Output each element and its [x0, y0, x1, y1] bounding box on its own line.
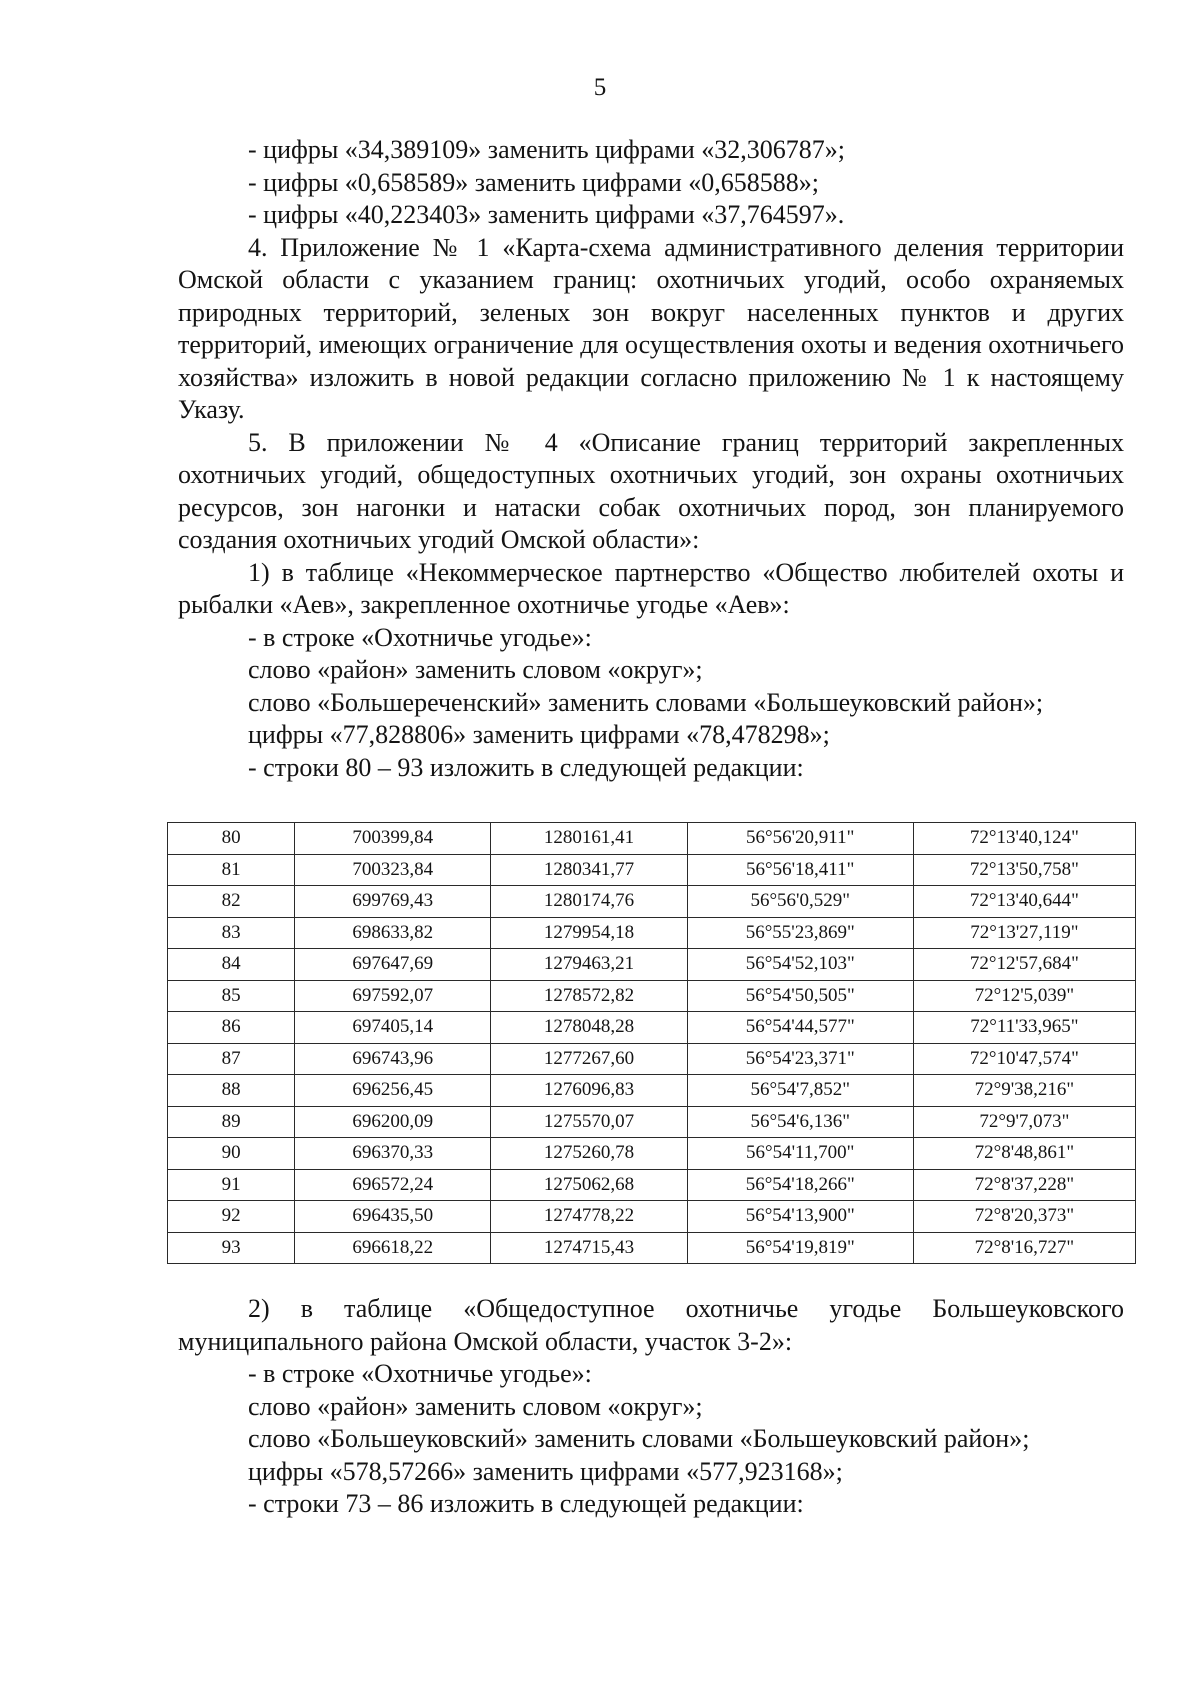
table-row	[168, 949, 1136, 981]
table-cell: 89	[168, 1106, 295, 1138]
table-cell: 88	[168, 1075, 295, 1107]
table-cell: 696618,22	[295, 1232, 491, 1264]
table-cell: 696200,09	[295, 1106, 491, 1138]
table-cell: 1274778,22	[491, 1201, 687, 1233]
table-cell: 72°11'33,965"	[913, 1012, 1135, 1044]
table-cell: 699769,43	[295, 886, 491, 918]
table-row	[168, 886, 1136, 918]
text-line: - цифры «34,389109» заменить цифрами «32,306787»;	[248, 135, 845, 164]
table-row	[168, 917, 1136, 949]
table-row	[168, 980, 1136, 1012]
table-cell: 697592,07	[295, 980, 491, 1012]
text-line: - цифры «0,658589» заменить цифрами «0,658588»;	[248, 167, 819, 197]
text-line: слово «Большереченский» заменить словами «Большеуковский район»;	[248, 687, 1044, 717]
table-cell: 72°9'38,216"	[913, 1075, 1135, 1107]
table-cell: 72°8'48,861"	[913, 1138, 1135, 1170]
table-cell: 700399,84	[295, 823, 491, 855]
table-cell: 81	[168, 854, 295, 886]
table-row	[168, 1075, 1136, 1107]
table-cell: 83	[168, 917, 295, 949]
page-number: 5	[593, 74, 607, 101]
paragraph-4: 4. Приложение № 1 «Карта-схема административного деления территории Омской области с указанием границ: охотничьих угодий, особо охраняемых природных территорий, зеленых зон вокруг населенных пунктов и других территорий, имеющих ограничение для осуществления охоты и ведения охотничьего хозяйства» изложить в новой редакции согласно приложению № 1 к настоящему Указу.	[178, 232, 1124, 424]
table-cell: 72°13'40,644"	[913, 886, 1135, 918]
table-cell: 1277267,60	[491, 1043, 687, 1075]
table-cell: 93	[168, 1232, 295, 1264]
table-row	[168, 854, 1136, 886]
document-body-continued	[178, 1293, 1124, 1521]
table-cell: 1280174,76	[491, 886, 687, 918]
table-cell: 1278048,28	[491, 1012, 687, 1044]
table-cell: 696370,33	[295, 1138, 491, 1170]
table-cell: 56°54'52,103"	[687, 949, 913, 981]
table-cell: 1276096,83	[491, 1075, 687, 1107]
text-line: слово «район» заменить словом «округ»;	[248, 655, 703, 684]
table-cell: 72°12'5,039"	[913, 980, 1135, 1012]
table-cell: 90	[168, 1138, 295, 1170]
table-cell: 56°54'7,852"	[687, 1075, 913, 1107]
table-cell: 1279463,21	[491, 949, 687, 981]
table-cell: 56°56'18,411"	[687, 854, 913, 886]
table-cell: 697405,14	[295, 1012, 491, 1044]
table-cell: 72°8'37,228"	[913, 1169, 1135, 1201]
table-cell: 56°54'13,900"	[687, 1201, 913, 1233]
table-cell: 56°55'23,869"	[687, 917, 913, 949]
table-cell: 85	[168, 980, 295, 1012]
table-cell: 1278572,82	[491, 980, 687, 1012]
table-cell: 1279954,18	[491, 917, 687, 949]
table-cell: 696743,96	[295, 1043, 491, 1075]
table-cell: 696435,50	[295, 1201, 491, 1233]
table-row	[168, 1043, 1136, 1075]
table-cell: 56°54'6,136"	[687, 1106, 913, 1138]
table-row	[168, 1012, 1136, 1044]
table-row	[168, 1106, 1136, 1138]
table-cell: 56°54'44,577"	[687, 1012, 913, 1044]
table-cell: 92	[168, 1201, 295, 1233]
table-cell: 1274715,43	[491, 1232, 687, 1264]
table-cell: 1275570,07	[491, 1106, 687, 1138]
table-cell: 72°8'16,727"	[913, 1232, 1135, 1264]
table-cell: 698633,82	[295, 917, 491, 949]
paragraph-5: 5. В приложении № 4 «Описание границ территорий закрепленных охотничьих угодий, общедоступных охотничьих угодий, зон охраны охотничьих ресурсов, зон нагонки и натаски собак охотничьих пород, зон планируемого создания охотничьих угодий Омской области»:	[178, 427, 1124, 554]
coordinates-table	[167, 822, 1136, 1264]
table-cell: 700323,84	[295, 854, 491, 886]
table-cell: 80	[168, 823, 295, 855]
table-row	[168, 1138, 1136, 1170]
table-cell: 56°54'18,266"	[687, 1169, 913, 1201]
text-line: цифры «77,828806» заменить цифрами «78,478298»;	[248, 720, 830, 749]
table-row	[168, 1169, 1136, 1201]
table-cell: 56°54'50,505"	[687, 980, 913, 1012]
table-cell: 1275062,68	[491, 1169, 687, 1201]
table-cell: 1275260,78	[491, 1138, 687, 1170]
text-line: слово «район» заменить словом «округ»;	[248, 1391, 703, 1421]
table-cell: 72°13'40,124"	[913, 823, 1135, 855]
table-row	[168, 823, 1136, 855]
table-cell: 56°54'19,819"	[687, 1232, 913, 1264]
text-line: - строки 80 – 93 изложить в следующей редакции:	[248, 752, 804, 782]
table-cell: 72°8'20,373"	[913, 1201, 1135, 1233]
table-cell: 72°9'7,073"	[913, 1106, 1135, 1138]
text-line: - в строке «Охотничье угодье»:	[248, 622, 592, 652]
table-cell: 72°13'27,119"	[913, 917, 1135, 949]
document-body	[178, 134, 1124, 784]
text-line: слово «Большеуковский» заменить словами «Большеуковский район»;	[248, 1424, 1030, 1453]
table-cell: 56°56'0,529"	[687, 886, 913, 918]
table-cell: 696256,45	[295, 1075, 491, 1107]
table-cell: 84	[168, 949, 295, 981]
table-cell: 91	[168, 1169, 295, 1201]
table-cell: 56°54'23,371"	[687, 1043, 913, 1075]
text-line: - в строке «Охотничье угодье»:	[248, 1359, 592, 1388]
table-cell: 72°13'50,758"	[913, 854, 1135, 886]
text-line: - цифры «40,223403» заменить цифрами «37,764597».	[248, 200, 845, 229]
item-2: 2) в таблице «Общедоступное охотничье угодье Большеуковского муниципального района Омской области, участок 3-2»:	[178, 1294, 1124, 1356]
table-cell: 56°56'20,911"	[687, 823, 913, 855]
table-cell: 82	[168, 886, 295, 918]
text-line: цифры «578,57266» заменить цифрами «577,923168»;	[248, 1456, 843, 1486]
table-cell: 56°54'11,700"	[687, 1138, 913, 1170]
table-cell: 696572,24	[295, 1169, 491, 1201]
table-cell: 86	[168, 1012, 295, 1044]
table-cell: 72°12'57,684"	[913, 949, 1135, 981]
table-cell: 697647,69	[295, 949, 491, 981]
text-line: - строки 73 – 86 изложить в следующей редакции:	[248, 1489, 804, 1518]
table-cell: 72°10'47,574"	[913, 1043, 1135, 1075]
table-row	[168, 1232, 1136, 1264]
table-cell: 1280161,41	[491, 823, 687, 855]
table-cell: 1280341,77	[491, 854, 687, 886]
table-row	[168, 1201, 1136, 1233]
item-1: 1) в таблице «Некоммерческое партнерство «Общество любителей охоты и рыбалки «Аев», закрепленное охотничье угодье «Аев»:	[178, 557, 1124, 619]
table-cell: 87	[168, 1043, 295, 1075]
